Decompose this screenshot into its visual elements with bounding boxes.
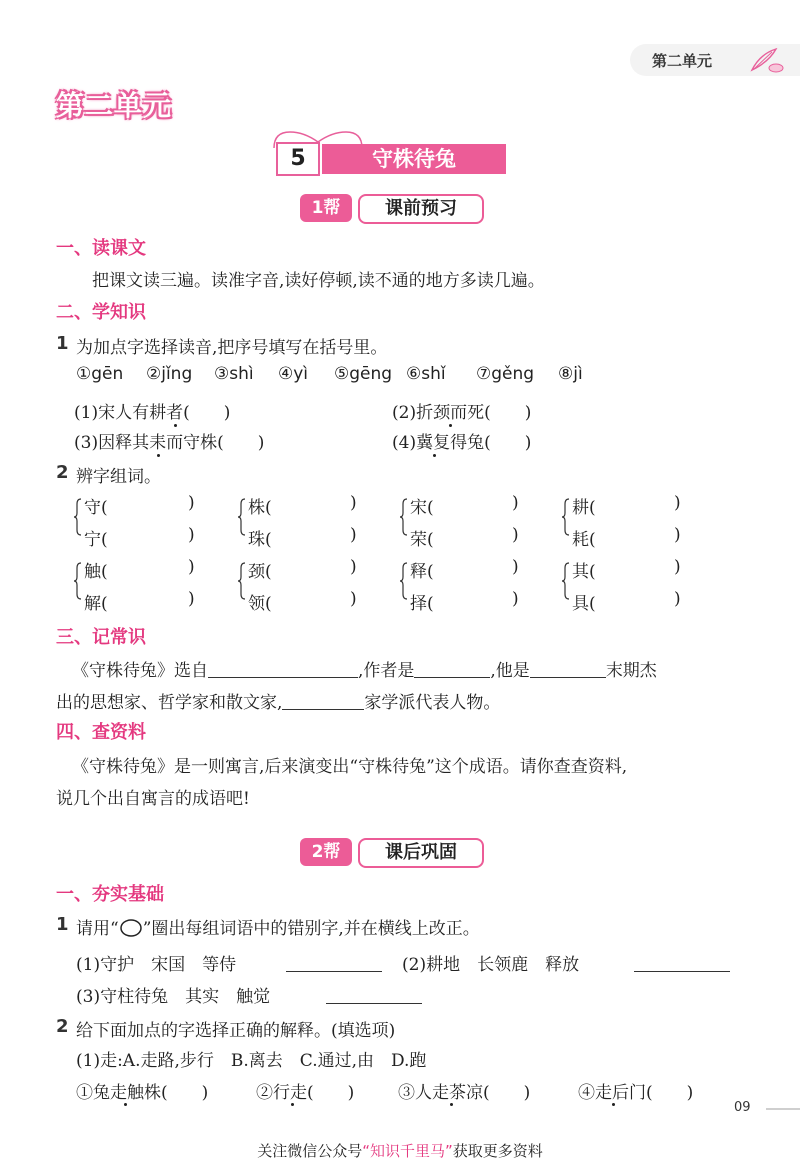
question-number: 2 bbox=[56, 462, 69, 483]
text-segment: 出的思想家、哲学家和散文家, bbox=[56, 693, 283, 713]
paren-close: ) bbox=[512, 525, 519, 545]
paren-close: ) bbox=[188, 557, 195, 577]
badge-label: 课后巩固 bbox=[358, 838, 484, 868]
pinyin-option: ①gēn bbox=[76, 364, 124, 384]
unit-heading: 第二单元 bbox=[56, 89, 173, 122]
emphasis-dot bbox=[433, 454, 436, 457]
word-pair-char: 珠( bbox=[248, 530, 272, 550]
question-text: 为加点字选择读音,把序号填写在括号里。 bbox=[76, 338, 388, 358]
word-pair-char: 耕( bbox=[572, 498, 596, 518]
emphasis-dot bbox=[612, 1103, 615, 1106]
paragraph: 把课文读三遍。读准字音,读好停顿,读不通的地方多读几遍。 bbox=[92, 271, 545, 291]
page-number: 09 bbox=[734, 1100, 751, 1115]
unit-tab-label: 第二单元 bbox=[652, 52, 713, 70]
question-text bbox=[76, 914, 480, 939]
question-number: 1 bbox=[56, 914, 69, 935]
badge-label: 课前预习 bbox=[358, 194, 484, 224]
word-pair-char: 释( bbox=[410, 562, 434, 582]
emphasis-dot bbox=[449, 424, 452, 427]
paren-close: ) bbox=[674, 525, 681, 545]
word-pair-char: 触( bbox=[84, 562, 108, 582]
badge-number: 1帮 bbox=[300, 194, 352, 222]
brace-icon bbox=[400, 562, 408, 600]
word-pair-char: 株( bbox=[248, 498, 272, 518]
brace-icon bbox=[238, 562, 246, 600]
paren-close: ) bbox=[350, 589, 357, 609]
pinyin-option: ④yì bbox=[278, 364, 309, 384]
word-pair-char: 颈( bbox=[248, 562, 272, 582]
paren-close: ) bbox=[188, 589, 195, 609]
section-title: 一、夯实基础 bbox=[56, 884, 164, 905]
lesson-title-block bbox=[270, 128, 510, 178]
answer-blank[interactable] bbox=[282, 708, 364, 710]
pinyin-option: ②jǐng bbox=[146, 364, 193, 384]
pinyin-option: ⑦gěng bbox=[476, 364, 535, 384]
question-number: 1 bbox=[56, 333, 69, 354]
text-segment: 《守株待兔》选自 bbox=[72, 661, 208, 681]
question-text: 辨字组词。 bbox=[76, 467, 161, 487]
answer-blank[interactable] bbox=[414, 676, 490, 678]
answer-blank[interactable] bbox=[326, 1002, 422, 1004]
paren-close: ) bbox=[512, 589, 519, 609]
footer-text: 关注微信公众号 bbox=[257, 1142, 363, 1160]
paren-close: ) bbox=[350, 493, 357, 513]
word-pair-char: 解( bbox=[84, 594, 108, 614]
section-title: 四、查资料 bbox=[56, 722, 146, 743]
text-segment: ,作者是 bbox=[358, 661, 415, 681]
definition-line: (1)走:A.走路,步行 B.离去 C.通过,由 D.跑 bbox=[76, 1051, 427, 1071]
pinyin-option: ⑧jì bbox=[558, 364, 583, 384]
emphasis-dot bbox=[450, 1103, 453, 1106]
text-segment: 家学派代表人物。 bbox=[364, 693, 501, 713]
brace-icon bbox=[238, 498, 246, 536]
footer-highlight: “知识千里马” bbox=[362, 1142, 453, 1160]
meaning-item: ③人走茶凉( ) bbox=[398, 1083, 531, 1103]
paren-close: ) bbox=[674, 589, 681, 609]
unit-tab bbox=[630, 44, 800, 76]
feather-inkpot-icon bbox=[746, 46, 786, 74]
text-segment: ”圈出每组词语中的错别字,并在横线上改正。 bbox=[142, 919, 480, 939]
brace-icon bbox=[562, 498, 570, 536]
question-text: 给下面加点的字选择正确的解释。(填选项) bbox=[76, 1021, 396, 1041]
word-pair-char: 领( bbox=[248, 594, 272, 614]
word-group: (1)守护 宋国 等侍 bbox=[76, 955, 237, 975]
meaning-item: ④走后门( ) bbox=[578, 1083, 694, 1103]
paren-close: ) bbox=[350, 525, 357, 545]
brace-icon bbox=[400, 498, 408, 536]
paren-close: ) bbox=[188, 525, 195, 545]
word-pair-char: 其( bbox=[572, 562, 596, 582]
word-pair-char: 荣( bbox=[410, 530, 434, 550]
paren-close: ) bbox=[350, 557, 357, 577]
section-badge-review bbox=[300, 838, 486, 868]
pinyin-option: ⑤gēng bbox=[334, 364, 393, 384]
paragraph: 《守株待兔》是一则寓言,后来演变出“守株待兔”这个成语。请你查查资料, bbox=[72, 757, 628, 777]
circle-icon bbox=[119, 918, 143, 938]
paren-close: ) bbox=[674, 493, 681, 513]
meaning-item: ②行走( ) bbox=[256, 1083, 355, 1103]
reading-item: (1)宋人有耕者( ) bbox=[74, 403, 231, 423]
text-segment: ,他是 bbox=[490, 661, 530, 681]
word-pair-char: 耗( bbox=[572, 530, 596, 550]
section-title: 三、记常识 bbox=[56, 627, 146, 648]
text-segment: 末期杰 bbox=[605, 661, 657, 681]
emphasis-dot bbox=[157, 454, 160, 457]
word-pair-char: 守( bbox=[84, 498, 108, 518]
emphasis-dot bbox=[124, 1103, 127, 1106]
word-group: (3)守柱待兔 其实 触觉 bbox=[76, 987, 271, 1007]
word-pair-char: 择( bbox=[410, 594, 434, 614]
reading-item: (2)折颈而死( ) bbox=[392, 403, 532, 423]
word-pair-char: 具( bbox=[572, 594, 596, 614]
lesson-number: 5 bbox=[276, 142, 320, 176]
word-pair-char: 宋( bbox=[410, 498, 434, 518]
answer-blank[interactable] bbox=[634, 970, 730, 972]
paragraph: 说几个出自寓言的成语吧! bbox=[56, 789, 250, 809]
paren-close: ) bbox=[512, 557, 519, 577]
lesson-title: 守株待兔 bbox=[322, 144, 506, 174]
brace-icon bbox=[74, 562, 82, 600]
pinyin-option: ③shì bbox=[214, 364, 254, 384]
page-number-rule bbox=[766, 1108, 800, 1110]
word-pair-char: 宁( bbox=[84, 530, 108, 550]
reading-item: (4)冀复得兔( ) bbox=[392, 433, 532, 453]
answer-blank[interactable] bbox=[208, 676, 358, 678]
section-badge-preview bbox=[300, 194, 486, 224]
emphasis-dot bbox=[174, 424, 177, 427]
paren-close: ) bbox=[674, 557, 681, 577]
paren-close: ) bbox=[512, 493, 519, 513]
word-group: (2)耕地 长领鹿 释放 bbox=[402, 955, 580, 975]
reading-item: (3)因释其耒而守株( ) bbox=[74, 433, 265, 453]
footer-text: 获取更多资料 bbox=[452, 1142, 543, 1160]
brace-icon bbox=[562, 562, 570, 600]
paren-close: ) bbox=[188, 493, 195, 513]
fill-sentence bbox=[72, 656, 657, 681]
answer-blank[interactable] bbox=[530, 676, 606, 678]
section-title: 二、学知识 bbox=[56, 302, 146, 323]
brace-icon bbox=[74, 498, 82, 536]
section-title: 一、读课文 bbox=[56, 238, 146, 259]
badge-number: 2帮 bbox=[300, 838, 352, 866]
question-number: 2 bbox=[56, 1016, 69, 1037]
fill-sentence bbox=[56, 688, 500, 713]
answer-blank[interactable] bbox=[286, 970, 382, 972]
emphasis-dot bbox=[291, 1103, 294, 1106]
pinyin-option: ⑥shǐ bbox=[406, 364, 446, 384]
meaning-item: ①兔走触株( ) bbox=[76, 1083, 209, 1103]
text-segment: 请用“ bbox=[76, 919, 119, 939]
